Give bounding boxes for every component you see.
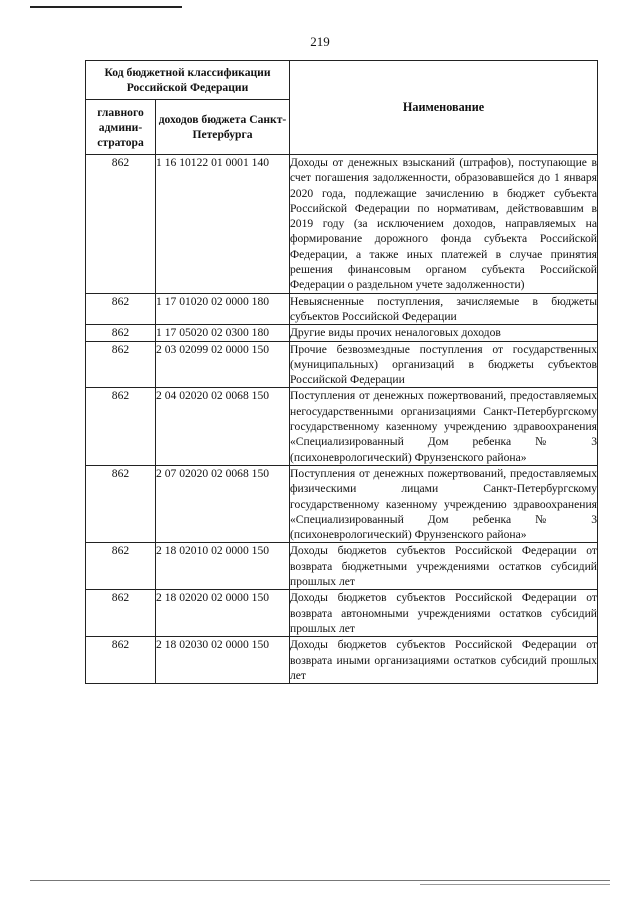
table-row (86, 637, 598, 684)
header-classification-code: Код бюджетной классификации Российской Федерации (86, 61, 290, 100)
income-code-cell: 2 18 02010 02 0000 150 (156, 543, 290, 590)
admin-code-cell: 862 (86, 465, 156, 542)
income-code-cell: 2 04 02020 02 0068 150 (156, 388, 290, 465)
bottom-scan-rule-short (420, 884, 610, 885)
admin-code-cell: 862 (86, 590, 156, 637)
bottom-scan-rule (30, 880, 610, 881)
name-cell: Доходы бюджетов субъектов Российской Федерации от возврата иными организациями остатков субсидий прошлых лет (290, 638, 597, 682)
income-code-cell: 2 18 02020 02 0000 150 (156, 590, 290, 637)
name-cell: Доходы от денежных взысканий (штрафов), поступающие в счет погашения задолженности, образовавшейся до 1 января 2020 года, подлежащие зачислению в бюджет субъекта Российской Федерации по нормативам, действовавшим в 2019 году (за исключением доходов, направляемых на формирование дорожного фонда субъекта Российской Федерации, а также иных платежей в случае принятия решения финансовым органом субъекта Российской Федерации о раздельном учете задолженности) (290, 156, 597, 292)
income-code-cell: 1 17 05020 02 0300 180 (156, 325, 290, 341)
table-row (86, 341, 598, 388)
admin-code-cell: 862 (86, 637, 156, 684)
budget-classification-table (85, 60, 598, 684)
table-row (86, 590, 598, 637)
table-row (86, 293, 598, 325)
table-row (86, 155, 598, 294)
income-code-cell: 2 03 02099 02 0000 150 (156, 341, 290, 388)
income-code-cell: 2 18 02030 02 0000 150 (156, 637, 290, 684)
header-admin: главного админи-стратора (86, 100, 156, 155)
name-cell: Прочие безвозмездные поступления от государственных (муниципальных) организаций в бюджеты субъектов Российской Федерации (290, 342, 597, 387)
admin-code-cell: 862 (86, 155, 156, 294)
name-cell: Другие виды прочих неналоговых доходов (290, 325, 598, 341)
name-cell: Невыясненные поступления, зачисляемые в бюджеты субъектов Российской Федерации (290, 294, 597, 323)
admin-code-cell: 862 (86, 325, 156, 341)
top-scan-rule (30, 6, 182, 8)
admin-code-cell: 862 (86, 293, 156, 325)
income-code-cell: 1 16 10122 01 0001 140 (156, 155, 290, 294)
table-row (86, 388, 598, 465)
page-number: 219 (310, 34, 330, 49)
table-row (86, 465, 598, 542)
header-row-top (86, 61, 598, 100)
income-code-cell: 1 17 01020 02 0000 180 (156, 293, 290, 325)
admin-code-cell: 862 (86, 341, 156, 388)
name-cell: Поступления от денежных пожертвований, предоставляемых негосударственными организациями Санкт-Петербургскому государственному казенному учреждению здравоохранения «Специализированный Дом ребенка № 3 (психоневрологический) Фрунзенского района» (290, 389, 597, 464)
name-cell: Доходы бюджетов субъектов Российской Федерации от возврата бюджетными учреждениями остатков субсидий прошлых лет (290, 544, 597, 589)
table-row (86, 325, 598, 341)
header-income-code: доходов бюджета Санкт-Петербурга (156, 100, 290, 155)
header-name: Наименование (290, 61, 598, 155)
name-cell: Поступления от денежных пожертвований, предоставляемых физическими лицами Санкт-Петербургскому государственному казенному учреждению здравоохранения «Специализированный Дом ребенка № 3 (психоневрологический) Фрунзенского района» (290, 466, 597, 542)
table-row (86, 543, 598, 590)
income-code-cell: 2 07 02020 02 0068 150 (156, 465, 290, 542)
admin-code-cell: 862 (86, 388, 156, 465)
name-cell: Доходы бюджетов субъектов Российской Федерации от возврата автономными учреждениями остатков субсидий прошлых лет (290, 591, 597, 635)
admin-code-cell: 862 (86, 543, 156, 590)
